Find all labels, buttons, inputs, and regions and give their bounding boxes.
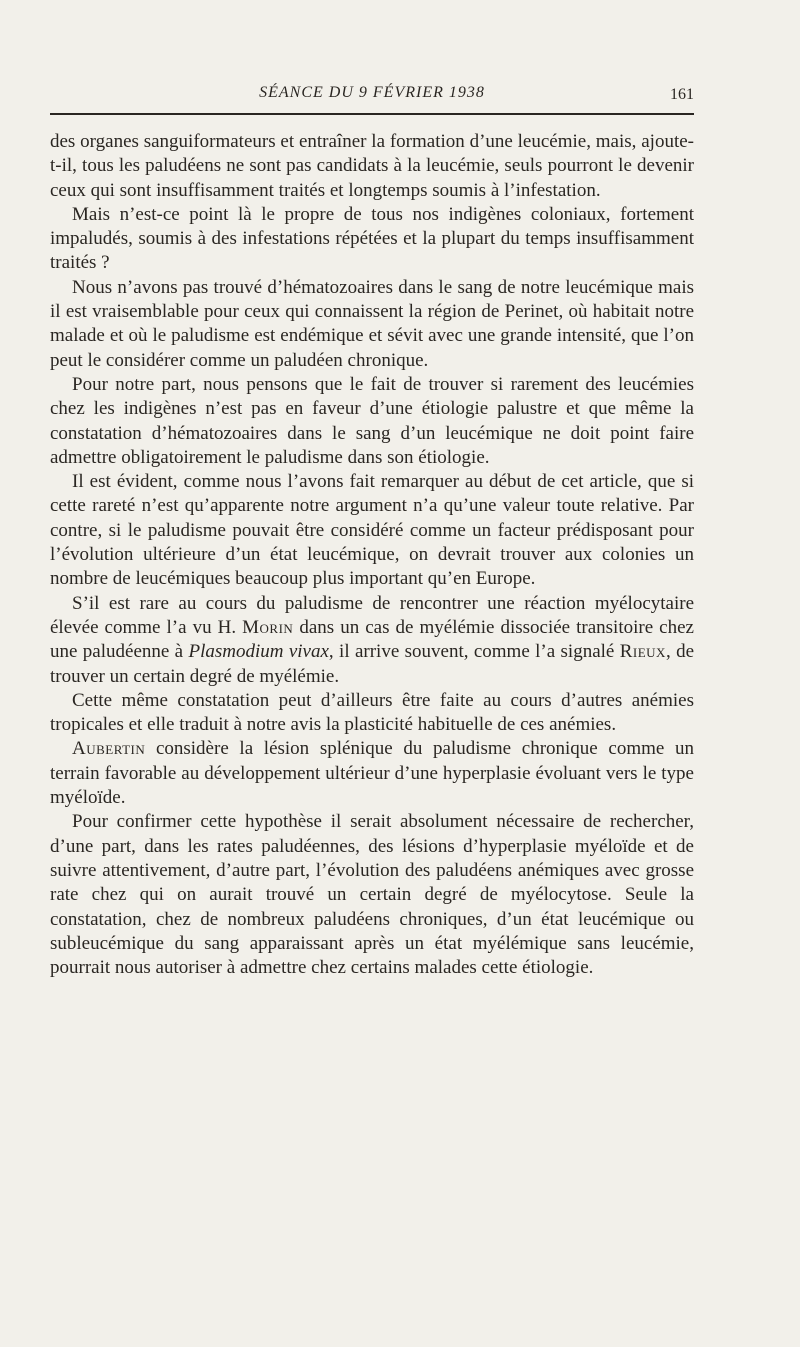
paragraph-6-part-d: , de trouver un certain degré de myélémie.: [50, 641, 694, 687]
paragraph-6-part-b: dans un cas de myélémie dissociée transitoire chez une paludéenne à: [50, 616, 694, 663]
page-number: 161: [670, 86, 694, 103]
author-rieux: Rieux: [619, 641, 666, 663]
paragraph-7: Cette même constatation peut d’ailleurs être faite au cours d’autres anémies tropicales et elle traduit à notre avis la plasticité habituelle de ces anémies.: [50, 689, 694, 736]
author-aubertin: Aubertin: [72, 738, 146, 760]
article-body: [50, 130, 694, 980]
page-header: [50, 84, 694, 114]
author-morin: Morin: [242, 616, 294, 638]
paragraph-6: [50, 592, 694, 689]
paragraph-9: Pour confirmer cette hypothèse il serait absolument nécessaire de rechercher, d’une part, dans les rates paludéennes, des lésions d’hyperplasie myéloïde et de suivre attentivement, d’autre part, l’évolution des paludéens anémiques avec grosse rate chez qui on aurait trouvé un certain degré de myélocytose. Seule la constatation, chez de nombreux paludéens chroniques, d’un état leucémique ou subleucémique du sang apparaissant après un état myélémique sans leucémie, pourrait nous autoriser à admettre chez certains malades cette étiologie.: [50, 811, 694, 979]
paragraph-3: Nous n’avons pas trouvé d’hématozoaires dans le sang de notre leucémique mais il est vraisemblable pour ceux qui connaissent la région de Perinet, où habitait notre malade et où le paludisme est endémique et sévit avec une grande intensité, que l’on peut le considérer comme un paludéen chronique.: [50, 276, 694, 371]
species-plasmodium-vivax: Plasmodium vivax: [188, 641, 329, 663]
paragraph-4: Pour notre part, nous pensons que le fait de trouver si rarement des leucémies chez les indigènes n’est pas en faveur d’une étiologie palustre et que même la constatation d’hématozoaires dans le sang d’un leucémique ne doit point faire admettre obligatoirement le paludisme dans son étiologie.: [50, 373, 694, 468]
running-title: SÉANCE DU 9 FÉVRIER 1938: [259, 84, 485, 101]
paragraph-8: [50, 737, 694, 810]
header-rule: [50, 113, 694, 115]
paragraph-6-part-c: , il arrive souvent, comme l’a signalé: [328, 641, 620, 663]
paragraph-8-rest: considère la lésion splénique du paludisme chronique comme un terrain favorable au développement ultérieur d’une hyperplasie évoluant vers le type myéloïde.: [50, 738, 694, 809]
paragraph-5: Il est évident, comme nous l’avons fait remarquer au début de cet article, que si cette rareté n’est qu’apparente notre argument n’a qu’une valeur toute relative. Par contre, si le paludisme pouvait être considéré comme un facteur prédisposant pour l’évolution ultérieure d’un état leucémique, on devrait trouver aux colonies un nombre de leucémiques beaucoup plus important qu’en Europe.: [50, 471, 694, 590]
paragraph-1: des organes sanguiformateurs et entraîner la formation d’une leucémie, mais, ajoute-t-il, tous les paludéens ne sont pas candidats à la leucémie, seuls pourront le devenir ceux qui sont insuffisamment traités et longtemps soumis à l’infestation.: [50, 131, 694, 201]
paragraph-6-part-a: S’il est rare au cours du paludisme de rencontrer une réaction myélocytaire élevée comme l’a vu H.: [50, 592, 694, 638]
paragraph-2: Mais n’est-ce point là le propre de tous nos indigènes coloniaux, fortement impaludés, soumis à des infestations répétées et la plupart du temps insuffisamment traités ?: [50, 203, 694, 274]
